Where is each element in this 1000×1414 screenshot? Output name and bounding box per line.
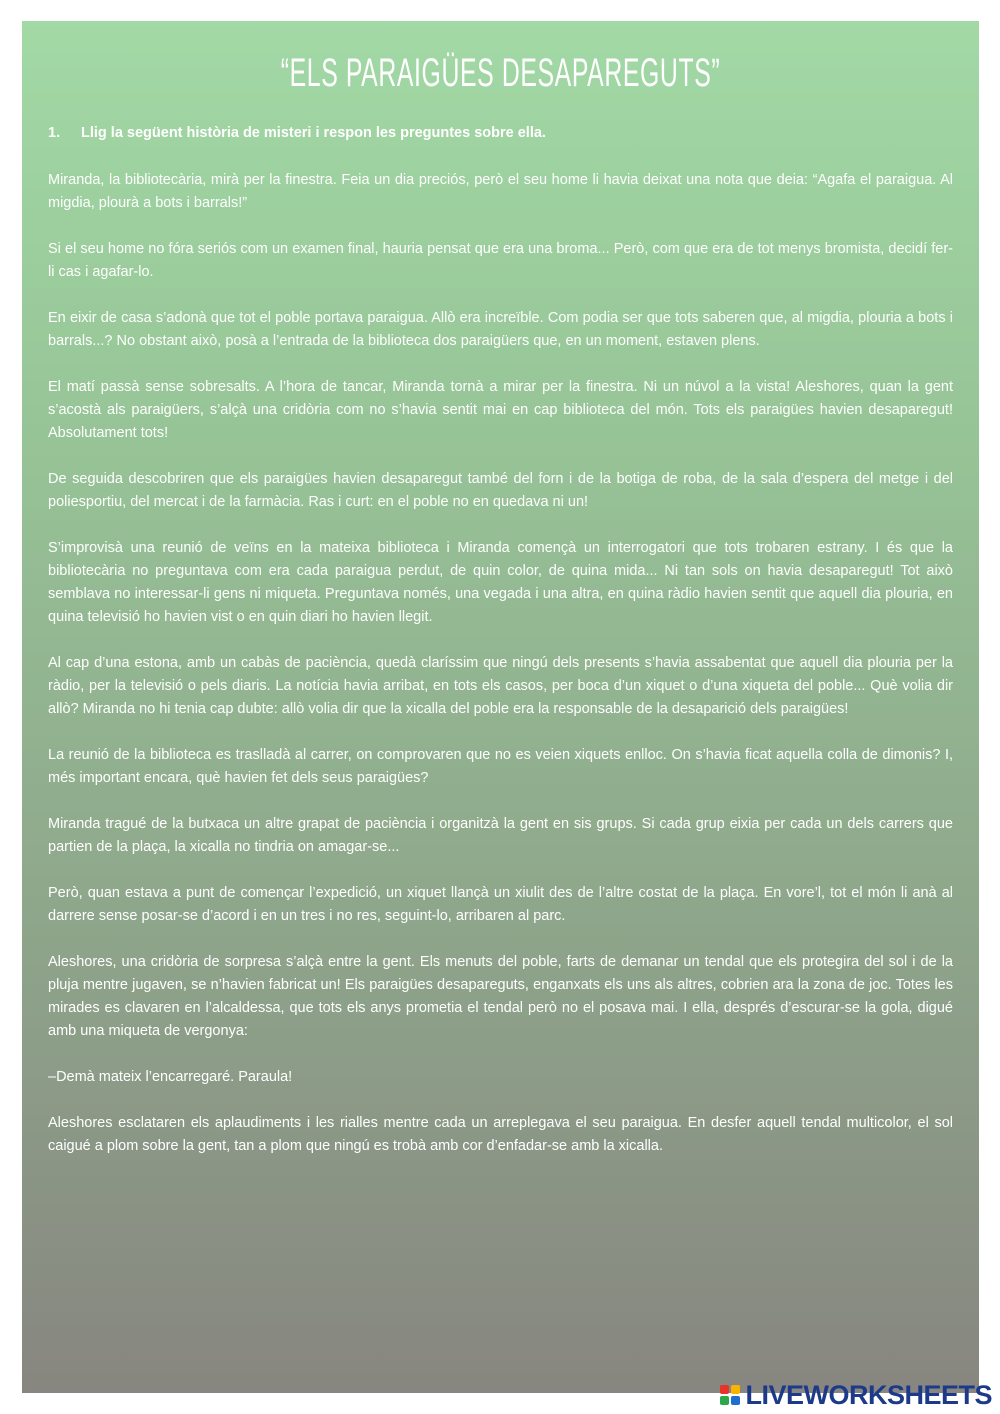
exercise-number: 1. [48,125,61,141]
story-paragraph: S’improvisà una reunió de veïns en la mateixa biblioteca i Miranda començà un interrogatori que tots trobaren estrany. I és que la bibliotecària no preguntava com era cada paraigua perdut, de quin color, de quina mida... Ni tan sols on havia desaparegut! Tot això semblava no interessar-li gens ni miqueta. Preguntava només, una vegada i una altra, en quina ràdio havien sentit que aquell dia plouria, en quina televisió ho havien vist o en quin diari ho havien llegit. [48,540,953,625]
story-paragraph: Al cap d’una estona, amb un cabàs de paciència, quedà claríssim que ningú dels presents s’havia assabentat que aquell dia plouria per la ràdio, per la televisió o pels diaris. La notícia havia arribat, en tots els casos, per boca d’un xiquet o d’una xiqueta del poble... Què volia dir allò? Miranda no hi tenia cap dubte: allò volia dir que la xicalla del poble era la responsable de la desaparició dels paraigües! [48,655,953,717]
story-paragraph: Aleshores, una cridòria de sorpresa s’alçà entre la gent. Els menuts del poble, farts de demanar un tendal que els protegira del sol i de la pluja mentre jugaven, se n’havien fabricat un! Els paraigües desapareguts, enganxats els uns als altres, cobrien ara la zona de joc. Totes les mirades es clavaren en l’alcaldessa, que tots els anys prometia el tendal però no el posava mai. I ella, després d’escurar-se la gola, digué amb una miqueta de vergonya: [48,954,953,1039]
logo-square [731,1396,740,1405]
liveworksheets-watermark[interactable] [720,1380,992,1410]
brand-name: LIVEWORKSHEETS [745,1379,992,1410]
logo-square [720,1385,729,1394]
exercise-instruction-text: Llig la següent història de misteri i respon les preguntes sobre ella. [81,125,546,141]
story-paragraph: Miranda, la bibliotecària, mirà per la finestra. Feia un dia preciós, però el seu home li havia deixat una nota que deia: “Agafa el paraigua. Al migdia, plourà a bots i barrals!” [48,172,953,211]
story-text [48,169,953,1181]
story-paragraph: En eixir de casa s’adonà que tot el poble portava paraigua. Allò era increïble. Com podia ser que tots saberen que, al migdia, plouria a bots i barrals...? No obstant això, posà a l’entrada de la biblioteca dos paraigüers que, en un moment, estaven plens. [48,310,953,349]
story-paragraph: Miranda tragué de la butxaca un altre grapat de paciència i organitzà la gent en sis grups. Si cada grup eixia per cada un dels carrers que partien de la plaça, la xicalla no tindria on amagar-se... [48,816,953,855]
story-paragraph: –Demà mateix l’encarregaré. Paraula! [48,1069,293,1085]
logo-square [731,1385,740,1394]
story-paragraph: El matí passà sense sobresalts. A l’hora de tancar, Miranda tornà a mirar per la finestra. Ni un núvol a la vista! Aleshores, quan la gent s’acostà als paraigüers, s’alçà una cridòria com no s’havia sentit mai en cap biblioteca del món. Tots els paraigües havien desaparegut! Absolutament tots! [48,379,953,441]
story-paragraph: Aleshores esclataren els aplaudiments i les rialles mentre cada un arreplegava el seu paraigua. En desfer aquell tendal multicolor, el sol caigué a plom sobre la gent, tan a plom que ningú es trobà amb cor d’enfadar-se amb la xicalla. [48,1115,953,1154]
story-paragraph: Però, quan estava a punt de començar l’expedició, un xiquet llançà un xiulit des de l’altre costat de la plaça. En vore’l, tot el món li anà al darrere sense posar-se d’acord i en un tres i no res, seguint-lo, arribaren al parc. [48,885,953,924]
logo-square [720,1396,729,1405]
liveworksheets-logo-icon [720,1385,740,1405]
story-paragraph: La reunió de la biblioteca es traslladà al carrer, on comprovaren que no es veien xiquets enlloc. On s’havia ficat aquella colla de dimonis? I, més important encara, què havien fet dels seus paraigües? [48,747,953,786]
story-paragraph: De seguida descobriren que els paraigües havien desaparegut també del forn i de la botiga de roba, de la sala d’espera del metge i del poliesportiu, del mercat i de la farmàcia. Ras i curt: en el poble no en quedava ni un! [48,471,953,510]
exercise-instruction [48,125,953,141]
page-title: “ELS PARAIGÜES DESAPAREGUTS” [280,51,721,95]
story-panel [22,21,979,1393]
story-paragraph: Si el seu home no fóra seriós com un examen final, hauria pensat que era una broma... Però, com que era de tot menys bromista, decidí fer-li cas i agafar-lo. [48,241,953,280]
